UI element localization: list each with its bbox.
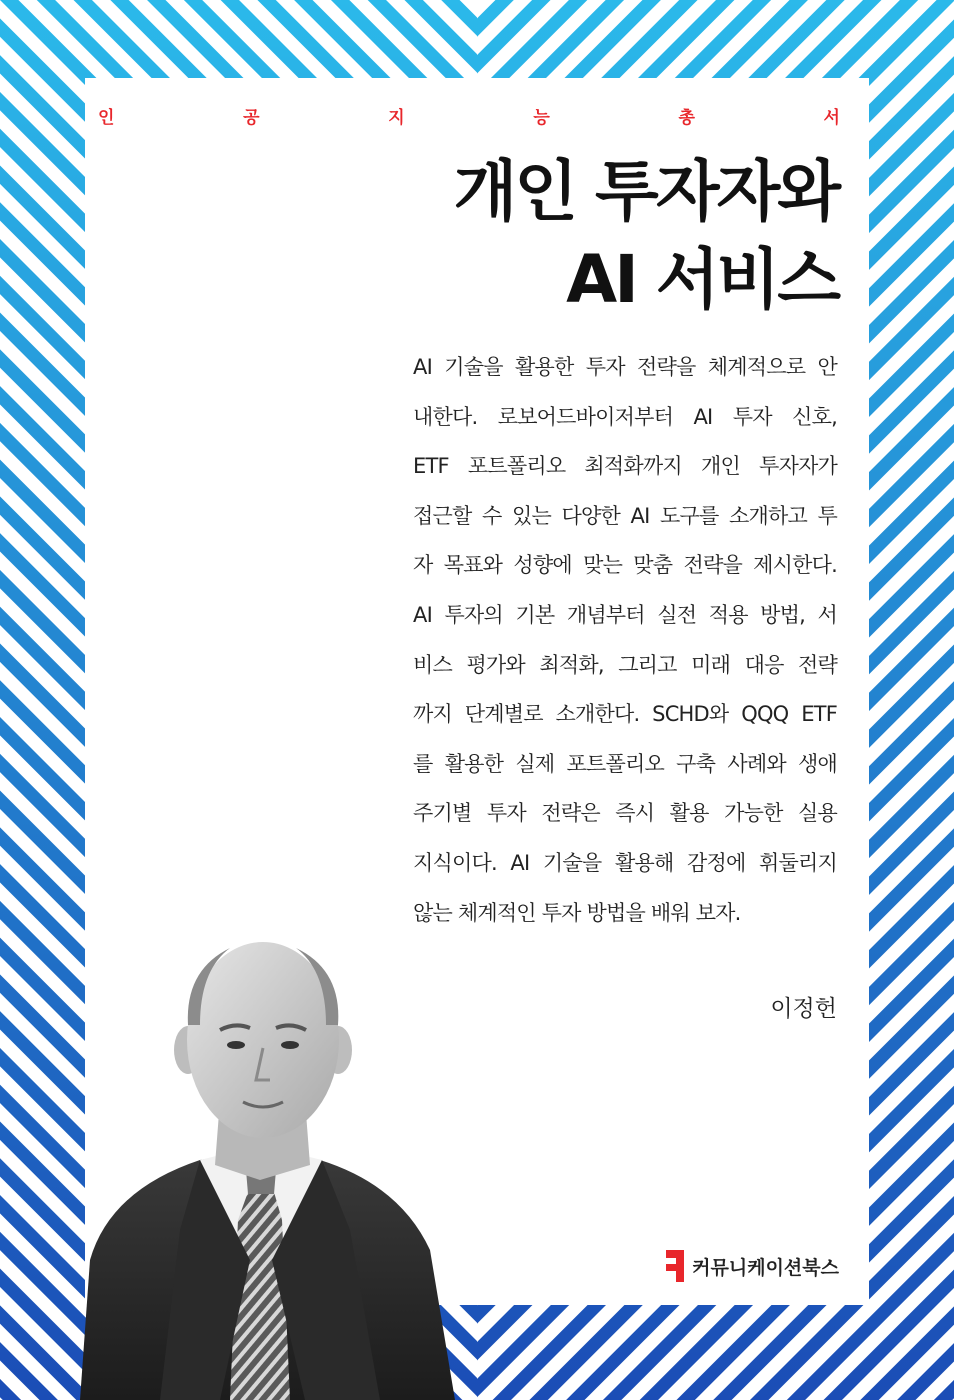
description-line: 지식이다. AI 기술을 활용해 감정에 휘둘리지 [413,850,837,875]
publisher-name: 커뮤니케이션북스 [692,1256,839,1279]
series-char: 능 [533,108,550,128]
series-char: 인 [98,108,115,128]
publisher-logo-icon [666,1250,684,1282]
description-line: 를 활용한 실제 포트폴리오 구축 사례와 생애 [413,751,837,776]
description-line: AI 투자의 기본 개념부터 실전 적용 방법, 서 [413,602,837,627]
description-line: 까지 단계별로 소개한다. SCHD와 QQQ ETF [413,702,837,727]
publisher-brand [666,1250,839,1282]
title-line-2: AI 서비스 [566,241,838,318]
series-label [98,103,840,128]
series-char: 지 [388,108,405,128]
description-line: 주기별 투자 전략은 즉시 활용 가능한 실용 [413,801,837,826]
author-portrait [60,930,480,1400]
description-line: 비스 평가와 최적화, 그리고 미래 대응 전략 [413,652,837,677]
series-char: 공 [243,108,260,128]
description-line: 접근할 수 있는 다양한 AI 도구를 소개하고 투 [413,503,837,528]
series-char: 총 [678,108,695,128]
book-title [453,148,838,324]
description-line: AI 기술을 활용한 투자 전략을 체계적으로 안 [413,355,837,379]
series-char: 서 [823,108,840,128]
description-line: ETF 포트폴리오 최적화까지 개인 투자자가 [413,454,837,479]
book-description [413,343,837,938]
description-line: 자 목표와 성향에 맞는 맞춤 전략을 제시한다. [413,553,837,578]
description-line: 내한다. 로보어드바이저부터 AI 투자 신호, [413,404,837,429]
author-name: 이정헌 [770,996,837,1022]
title-line-1: 개인 투자자와 [453,153,838,230]
description-line: 않는 체계적인 투자 방법을 배워 보자. [413,900,741,925]
